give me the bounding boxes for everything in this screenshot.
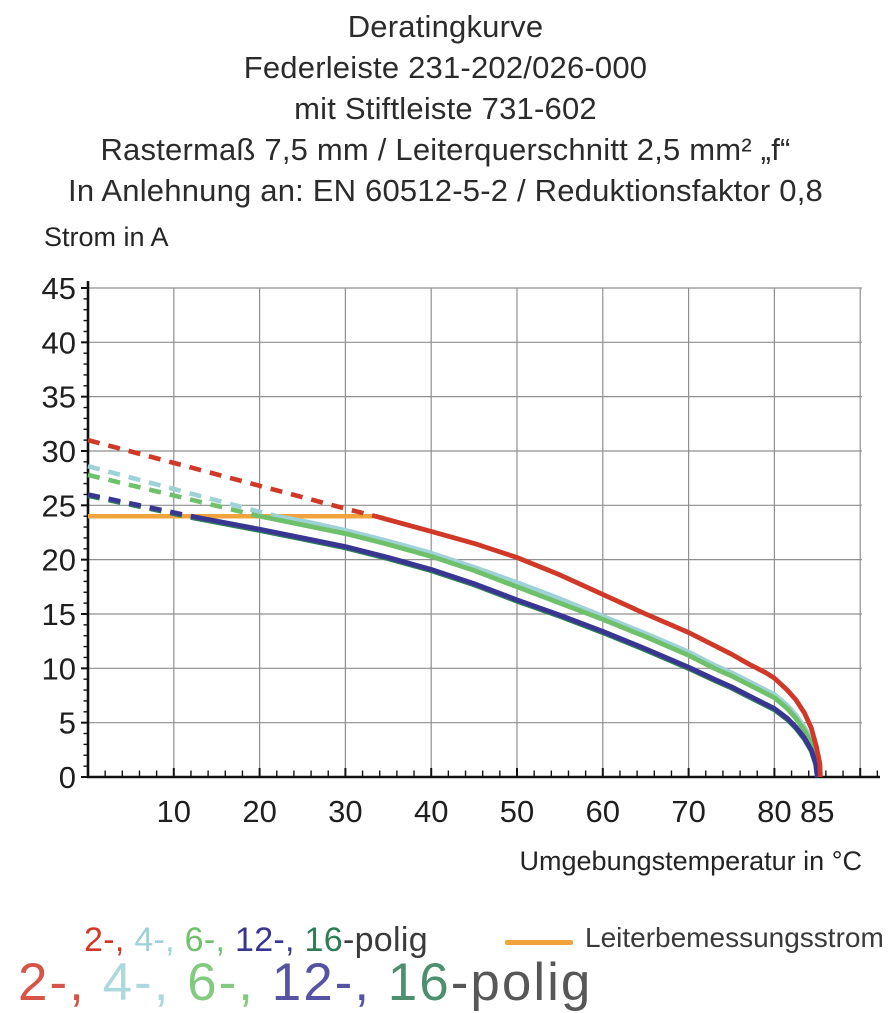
cropped-legend-row xyxy=(18,953,891,1012)
svg-text:80: 80 xyxy=(757,794,792,829)
rated-current-label: Leiterbemessungsstrom xyxy=(585,922,884,953)
svg-text:60: 60 xyxy=(585,794,621,829)
svg-text:50: 50 xyxy=(499,794,535,829)
legend-entry-6-polig: 6-, xyxy=(184,921,235,959)
svg-text:45: 45 xyxy=(41,270,76,306)
legend-suffix-polig: -polig xyxy=(450,953,593,1012)
svg-text:30: 30 xyxy=(328,794,363,829)
legend-entry-2-polig: 2-, xyxy=(84,921,135,959)
title-line-2: Federleiste 231-202/026-000 xyxy=(243,50,648,85)
legend-entry-6-polig: 6-, xyxy=(187,953,272,1012)
rated-current-line-swatch xyxy=(505,940,573,945)
title-line-5: In Anlehnung an: EN 60512-5-2 / Reduktionsfaktor 0,8 xyxy=(68,173,823,208)
legend-entry-12-polig: 12-, xyxy=(271,953,388,1012)
title-line-4: Rastermaß 7,5 mm / Leiterquerschnitt 2,5 mm² „f“ xyxy=(100,132,791,167)
svg-text:20: 20 xyxy=(242,794,277,829)
legend-entry-12-polig: 12-, xyxy=(234,921,305,959)
legend-entry-2-polig: 2-, xyxy=(18,953,103,1012)
svg-text:40: 40 xyxy=(41,325,76,361)
y-axis-title: Strom in A xyxy=(44,222,169,252)
legend-suffix-polig: -polig xyxy=(342,921,428,959)
title-line-1: Deratingkurve xyxy=(347,9,544,44)
svg-text:25: 25 xyxy=(41,488,76,524)
svg-text:40: 40 xyxy=(413,794,449,829)
title-line-3: mit Stiftleiste 731-602 xyxy=(294,91,597,126)
svg-text:10: 10 xyxy=(156,794,192,829)
x-axis-title: Umgebungstemperatur in °C xyxy=(519,846,862,876)
cropped-legend-text xyxy=(18,953,891,1013)
svg-text:15: 15 xyxy=(41,596,76,632)
legend-entry-16-polig: 16 xyxy=(304,921,343,959)
svg-text:10: 10 xyxy=(41,651,76,687)
svg-text:85: 85 xyxy=(800,794,835,829)
svg-text:35: 35 xyxy=(41,379,76,415)
svg-text:0: 0 xyxy=(58,760,76,795)
svg-text:5: 5 xyxy=(58,705,76,741)
svg-text:70: 70 xyxy=(671,794,706,829)
legend-entry-16-polig: 16 xyxy=(387,953,451,1012)
legend-entry-4-polig: 4-, xyxy=(134,921,185,959)
legend-entry-4-polig: 4-, xyxy=(102,953,188,1012)
svg-text:30: 30 xyxy=(41,433,76,469)
svg-text:20: 20 xyxy=(41,542,76,578)
